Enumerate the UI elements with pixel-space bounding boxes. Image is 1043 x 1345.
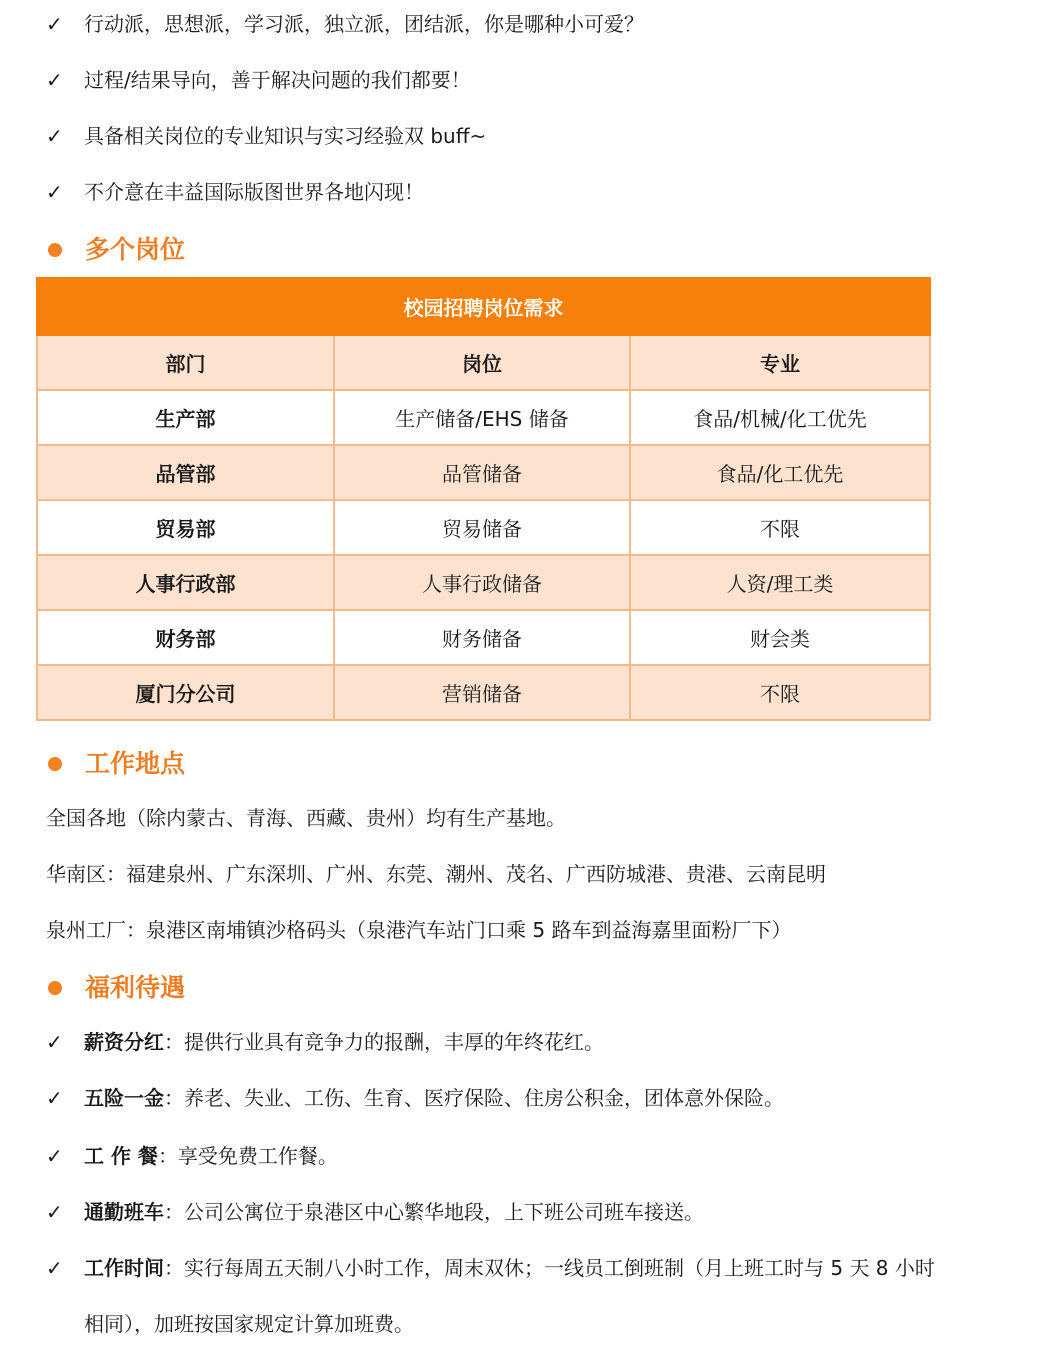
trait-text: 具备相关岗位的专业知识与实习经验双 buff~ xyxy=(84,124,487,148)
column-header-major: 专业 xyxy=(630,335,930,390)
benefit-text: ：公司公寓位于泉港区中心繁华地段，上下班公司班车接送。 xyxy=(164,1200,704,1224)
check-icon: ✓ xyxy=(46,1144,63,1168)
cell-position: 营销储备 xyxy=(334,665,630,720)
table-header-row xyxy=(37,335,930,390)
column-header-position: 岗位 xyxy=(334,335,630,390)
trait-item-3 xyxy=(46,122,486,150)
benefit-text: ：实行每周五天制八小时工作，周末双休；一线员工倒班制（月上班工时与 5 天 8 小时 xyxy=(164,1256,935,1280)
section-heading-location xyxy=(48,748,185,780)
trait-text: 过程/结果导向，善于解决问题的我们都要！ xyxy=(84,68,471,92)
check-icon: ✓ xyxy=(46,124,63,148)
table-row xyxy=(37,445,930,500)
benefit-item-salary xyxy=(46,1028,604,1056)
cell-position: 生产储备/EHS 储备 xyxy=(334,390,630,445)
cell-position: 贸易储备 xyxy=(334,500,630,555)
cell-position: 人事行政储备 xyxy=(334,555,630,610)
cell-major: 人资/理工类 xyxy=(630,555,930,610)
trait-item-1 xyxy=(46,10,644,38)
cell-dept: 品管部 xyxy=(37,445,334,500)
section-heading-benefits xyxy=(48,972,185,1004)
table-title-row xyxy=(37,278,930,335)
check-icon: ✓ xyxy=(46,1256,63,1280)
table-row xyxy=(37,610,930,665)
check-icon: ✓ xyxy=(46,12,63,36)
cell-dept: 人事行政部 xyxy=(37,555,334,610)
table-row xyxy=(37,555,930,610)
benefit-item-meal xyxy=(46,1142,338,1170)
cell-dept: 贸易部 xyxy=(37,500,334,555)
cell-position: 品管储备 xyxy=(334,445,630,500)
cell-dept: 生产部 xyxy=(37,390,334,445)
cell-position: 财务储备 xyxy=(334,610,630,665)
section-title: 福利待遇 xyxy=(85,973,186,1002)
check-icon: ✓ xyxy=(46,1086,63,1110)
location-line-3: 泉州工厂：泉港区南埔镇沙格码头（泉港汽车站门口乘 5 路车到益海嘉里面粉厂下） xyxy=(46,918,792,942)
section-heading-positions xyxy=(48,234,185,266)
cell-major: 不限 xyxy=(630,500,930,555)
benefit-text: ：提供行业具有竞争力的报酬，丰厚的年终花红。 xyxy=(164,1030,604,1054)
benefit-item-hours xyxy=(46,1254,935,1282)
cell-dept: 厦门分公司 xyxy=(37,665,334,720)
benefit-label: 通勤班车 xyxy=(84,1200,164,1224)
benefit-hours-continuation: 相同），加班按国家规定计算加班费。 xyxy=(84,1312,414,1336)
check-icon: ✓ xyxy=(46,68,63,92)
check-icon: ✓ xyxy=(46,1030,63,1054)
cell-major: 不限 xyxy=(630,665,930,720)
table-row xyxy=(37,500,930,555)
benefit-text: ：享受免费工作餐。 xyxy=(157,1144,338,1168)
section-title: 工作地点 xyxy=(85,749,186,778)
check-icon: ✓ xyxy=(46,180,63,204)
table-title: 校园招聘岗位需求 xyxy=(37,278,930,335)
table-row xyxy=(37,665,930,720)
cell-major: 财会类 xyxy=(630,610,930,665)
benefit-item-insurance xyxy=(46,1084,784,1112)
trait-item-2 xyxy=(46,66,471,94)
location-line-1: 全国各地（除内蒙古、青海、西藏、贵州）均有生产基地。 xyxy=(46,806,566,830)
positions-table xyxy=(36,277,931,721)
cell-major: 食品/化工优先 xyxy=(630,445,930,500)
cell-major: 食品/机械/化工优先 xyxy=(630,390,930,445)
bullet-dot-icon xyxy=(48,757,62,771)
trait-text: 不介意在丰益国际版图世界各地闪现！ xyxy=(84,180,424,204)
benefit-label: 工作时间 xyxy=(84,1256,164,1280)
benefit-item-shuttle xyxy=(46,1198,704,1226)
trait-text: 行动派，思想派，学习派，独立派，团结派，你是哪种小可爱？ xyxy=(84,12,644,36)
benefit-text: ：养老、失业、工伤、生育、医疗保险、住房公积金，团体意外保险。 xyxy=(164,1086,784,1110)
table-row xyxy=(37,390,930,445)
cell-dept: 财务部 xyxy=(37,610,334,665)
benefit-label: 工 作 餐 xyxy=(84,1144,158,1168)
bullet-dot-icon xyxy=(48,243,62,257)
benefit-label: 五险一金 xyxy=(84,1086,164,1110)
location-line-2: 华南区：福建泉州、广东深圳、广州、东莞、潮州、茂名、广西防城港、贵港、云南昆明 xyxy=(46,862,826,886)
trait-item-4 xyxy=(46,178,424,206)
section-title: 多个岗位 xyxy=(85,235,186,264)
check-icon: ✓ xyxy=(46,1200,63,1224)
bullet-dot-icon xyxy=(48,981,62,995)
column-header-dept: 部门 xyxy=(37,335,334,390)
benefit-label: 薪资分红 xyxy=(84,1030,164,1054)
